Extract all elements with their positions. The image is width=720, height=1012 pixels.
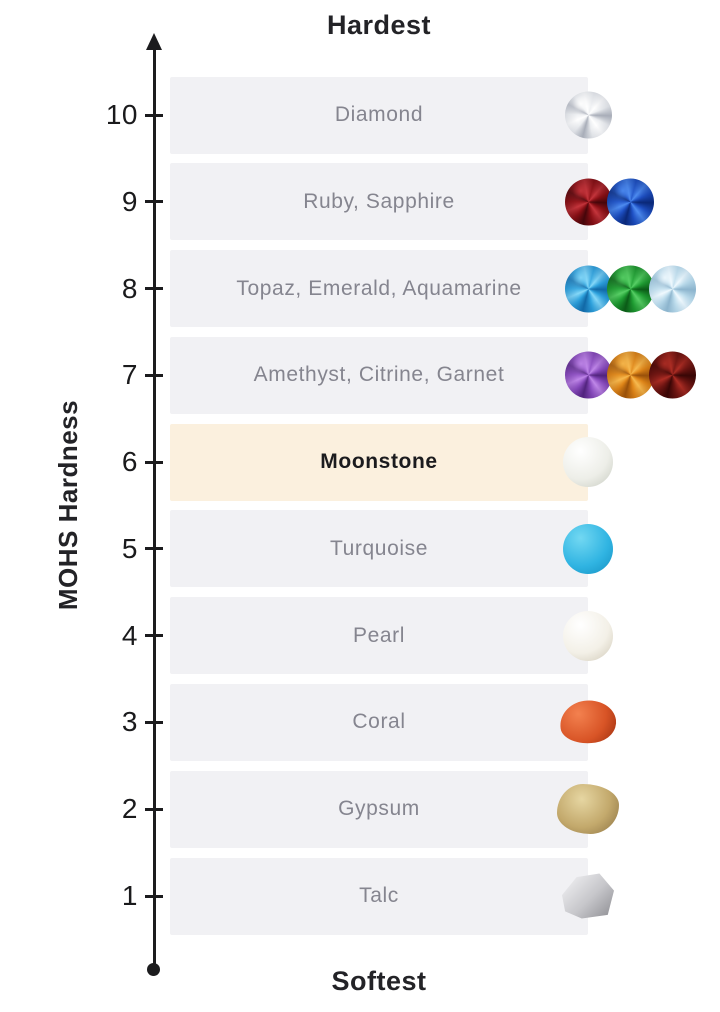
mineral-label: Pearl [352,623,406,647]
axis-tick [145,721,163,724]
hardness-row [0,337,720,414]
emerald-gem-icon [607,265,654,312]
axis-tick [145,895,163,898]
hardness-row [0,424,720,501]
hardness-row [0,510,720,587]
hardness-value: 5 [121,532,138,564]
mineral-bar [170,163,588,240]
hardness-row [0,250,720,327]
axis-tick [145,461,163,464]
axis-tick [145,287,163,290]
hardness-row [0,597,720,674]
hardness-value: 7 [121,359,138,391]
mineral-label: Ruby, Sapphire [303,189,455,213]
mineral-label: Coral [352,710,406,734]
diamond-gem-icon [565,92,612,139]
gypsum-gem-icon [557,784,619,834]
hardness-value: 6 [121,446,138,478]
hardness-value: 3 [121,706,138,738]
hardness-value: 1 [121,880,138,912]
mineral-bar [170,510,588,587]
hardest-label: Hardest [326,10,432,40]
hardness-value: 2 [121,793,138,825]
amethyst-gem-icon [565,352,612,399]
axis-tick [145,808,163,811]
ruby-gem-icon [565,178,612,225]
mineral-bar [170,424,588,501]
axis-tick [145,634,163,637]
mineral-label: Diamond [334,103,424,126]
hardness-value: 9 [121,185,138,217]
citrine-gem-icon [607,352,654,399]
mineral-bar [170,684,588,761]
y-axis-title: MOHS Hardness [53,399,83,611]
mineral-bar [170,771,588,848]
garnet-gem-icon [649,352,696,399]
hardness-row [0,858,720,935]
pearl-gem-icon [563,611,613,661]
mineral-bar [170,77,588,154]
turquoise-gem-icon [563,524,613,574]
aquamarine-gem-icon [649,265,696,312]
mineral-label: Talc [359,884,399,908]
hardness-row [0,684,720,761]
hardness-row [0,77,720,154]
hardness-value: 4 [121,619,138,651]
axis-end-dot-icon [147,963,160,976]
mineral-label: Topaz, Emerald, Aquamarine [236,276,522,300]
axis-tick [145,114,163,117]
mineral-bar [170,250,588,327]
mineral-label: Gypsum [338,797,420,821]
mineral-label: Moonstone [320,450,438,474]
axis-tick [145,547,163,550]
axis-tick [145,374,163,377]
hardness-row [0,163,720,240]
hardness-row [0,771,720,848]
axis-tick [145,200,163,203]
sapphire-gem-icon [607,178,654,225]
mineral-label: Amethyst, Citrine, Garnet [253,363,505,387]
softest-label: Softest [331,966,427,996]
mineral-bar [170,337,588,414]
topaz-gem-icon [565,265,612,312]
mineral-bar [170,858,588,935]
moonstone-gem-icon [563,437,613,487]
hardness-value: 10 [105,99,138,130]
hardness-value: 8 [121,272,138,304]
mineral-bar [170,597,588,674]
mineral-label: Turquoise [329,536,428,560]
